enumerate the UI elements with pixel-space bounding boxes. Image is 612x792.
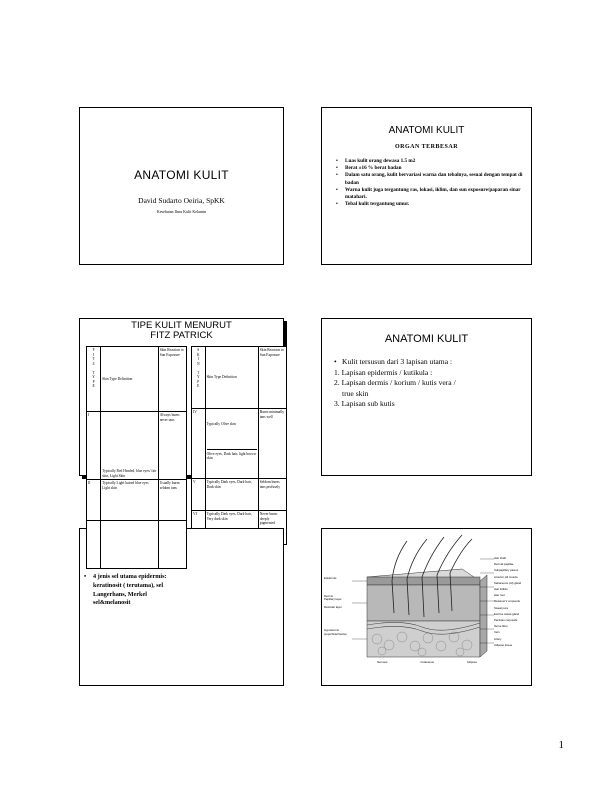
slide-4-line-4: true skin	[342, 388, 369, 398]
table-2-row-3-num: VI	[192, 511, 206, 545]
table-1-row-2-def: Typically Light haired blue eyes Light skin	[101, 480, 159, 526]
slide-4	[321, 318, 532, 476]
table-1-row-1-sun: Always burns never tans	[158, 412, 186, 480]
label-right: Artery	[494, 636, 502, 641]
bullet-item: • Berat ±16 % berat badan	[336, 165, 524, 172]
slide-2	[321, 107, 532, 265]
table-1-header-type: Skin Type Definition	[101, 347, 159, 412]
label-right: Pacinian corpuscle	[494, 618, 518, 623]
label-bottom: Adipose	[466, 660, 477, 664]
table-1-row-1-def: Typically Red Headed, blue eyes/ fair skin, Light Skin	[101, 412, 159, 480]
page-number: 1	[558, 739, 564, 751]
table-2-row-2-sun: Seldom burns tans profusely	[258, 479, 286, 511]
bullet-item: • Dalam satu orang, kulit bervariasi warna dan tebalnya, sesuai dengan tempat di badan	[336, 172, 524, 186]
bullet-item: • Warna kulit juga tergantung ras, lokasi, iklim, dan sun exposure/paparan sinar matahari.	[336, 187, 524, 201]
bullet-item: • 4 jenis sel utama epidermis: keratinosit ( terutama), sel Langerhans, Merkel sel&melanosit	[84, 573, 176, 608]
table-1-overflow-def	[101, 521, 159, 569]
label-right: Dermal papillae	[494, 562, 514, 567]
slide-6	[321, 528, 532, 686]
label-right: Hair root	[494, 593, 505, 598]
slide-1-affiliation: Kesehatan Ilmu Kulit Kelamin	[156, 209, 207, 214]
slide-3-title-line-2: FITZ PATRICK	[150, 330, 213, 341]
label-dermis: Dermis	[324, 593, 333, 598]
table-2-header-sun: Skin Reaction to Sun Exposure	[258, 347, 286, 409]
label-right: Subpapillary plexus	[494, 568, 519, 573]
table-1-row-2-num: II	[87, 480, 101, 526]
table-2-row-1-extra: Olive eyes, Dark hair, light brown skin	[207, 449, 257, 461]
label-right: Sweat pore	[494, 605, 509, 610]
table-1-overflow-sun	[158, 521, 186, 569]
anatomy-bottom-labels	[377, 660, 477, 664]
table-2-row-1-cell	[205, 409, 258, 479]
label-hypodermis: Hypodermis (superficial fascia)	[324, 628, 347, 636]
slide-5-bullet-list	[84, 573, 176, 608]
label-epidermis: Epidermis	[324, 576, 337, 580]
slide-4-line-2: 1. Lapisan epidermis / kutikula :	[334, 367, 433, 377]
label-right: Meissner's corpuscle	[494, 599, 521, 604]
label-right: Vein	[494, 630, 500, 635]
anatomy-left-labels	[324, 577, 352, 637]
label-bottom: Nervous	[377, 660, 388, 664]
table-2-row-2-num: V	[192, 479, 206, 511]
label-right: Sebaceous (oil) gland	[494, 580, 522, 585]
label-bottom: Cutaneous	[420, 660, 434, 664]
table-2-header-type: Skin Type Definition	[205, 347, 258, 409]
table-2-row-3-def: Typically Dark eyes, Dark hair, Very dark skin	[205, 511, 258, 545]
slide-4-title: ANATOMI KULIT	[384, 333, 469, 345]
slide-3-title-line-1: TIPE KULIT MENURUT	[131, 320, 232, 331]
table-2-row-2-def: Typically Dark eyes, Dark hair, Dark skin	[205, 479, 258, 511]
table-1-header-sun: Skin Reaction to Sun Exposure	[158, 347, 186, 412]
slide-4-content	[334, 357, 529, 410]
slide-4-line-1	[334, 357, 529, 368]
label-reticular: Reticular layer	[324, 604, 342, 609]
table-2-row-1-sun: Burns minimally tans well	[258, 409, 286, 479]
slide-4-line-5: 3. Lapisan sub kutis	[334, 399, 395, 409]
table-2-header-vertical: S K I N T Y P E	[192, 347, 206, 409]
slide-1-author: David Sudarto Oeiria, SpKK	[138, 196, 225, 205]
slide-2-subtitle: ORGAN TERBESAR	[394, 144, 459, 150]
table-1-row-1-num: I	[87, 412, 101, 480]
table-1-header-vertical: F I T Z T Y P E	[87, 347, 101, 412]
table-1-overflow-num	[87, 521, 101, 569]
slide-4-line-1-text: Kulit tersusun dari 3 lapisan utama :	[342, 357, 453, 366]
bullet-item: • Tebal kulit tergantung umur.	[336, 201, 524, 208]
label-right: Arrector pili muscle	[494, 574, 518, 579]
label-right: Hair follicle	[494, 587, 508, 592]
anatomy-right-labels	[494, 555, 531, 648]
bullet-item: • Luas kulit orang dewasa 1.5 m2	[336, 158, 524, 165]
table-2-row-1-num: IV	[192, 409, 206, 479]
label-right: Hair shaft	[494, 556, 506, 560]
slide-4-line-3: 2. Lapisan dermis / korium / kutis vera /	[334, 378, 456, 388]
table-2-row-3-sun: Never burns deeply pigmented	[258, 511, 286, 545]
bullet-dot: •	[334, 357, 337, 366]
table-2-row-1-def: Typically Olive skin	[206, 422, 236, 426]
label-papillary: Papillary layer	[324, 597, 342, 602]
fitzpatrick-table-1-overflow	[86, 520, 187, 569]
table-1-row-2-sun: Usually burns seldom tans	[158, 480, 186, 526]
label-right: Nerve fiber	[494, 624, 508, 629]
slide-2-bullet-list	[336, 158, 524, 208]
slide-1	[79, 107, 284, 265]
slide-3-title	[80, 321, 283, 341]
fitzpatrick-table-2	[191, 346, 287, 545]
label-right: Adipose tissue	[494, 642, 513, 647]
label-right: Eccrine sweat gland	[494, 611, 520, 616]
slide-1-title: ANATOMI KULIT	[134, 168, 229, 182]
slide-2-title: ANATOMI KULIT	[388, 125, 465, 136]
